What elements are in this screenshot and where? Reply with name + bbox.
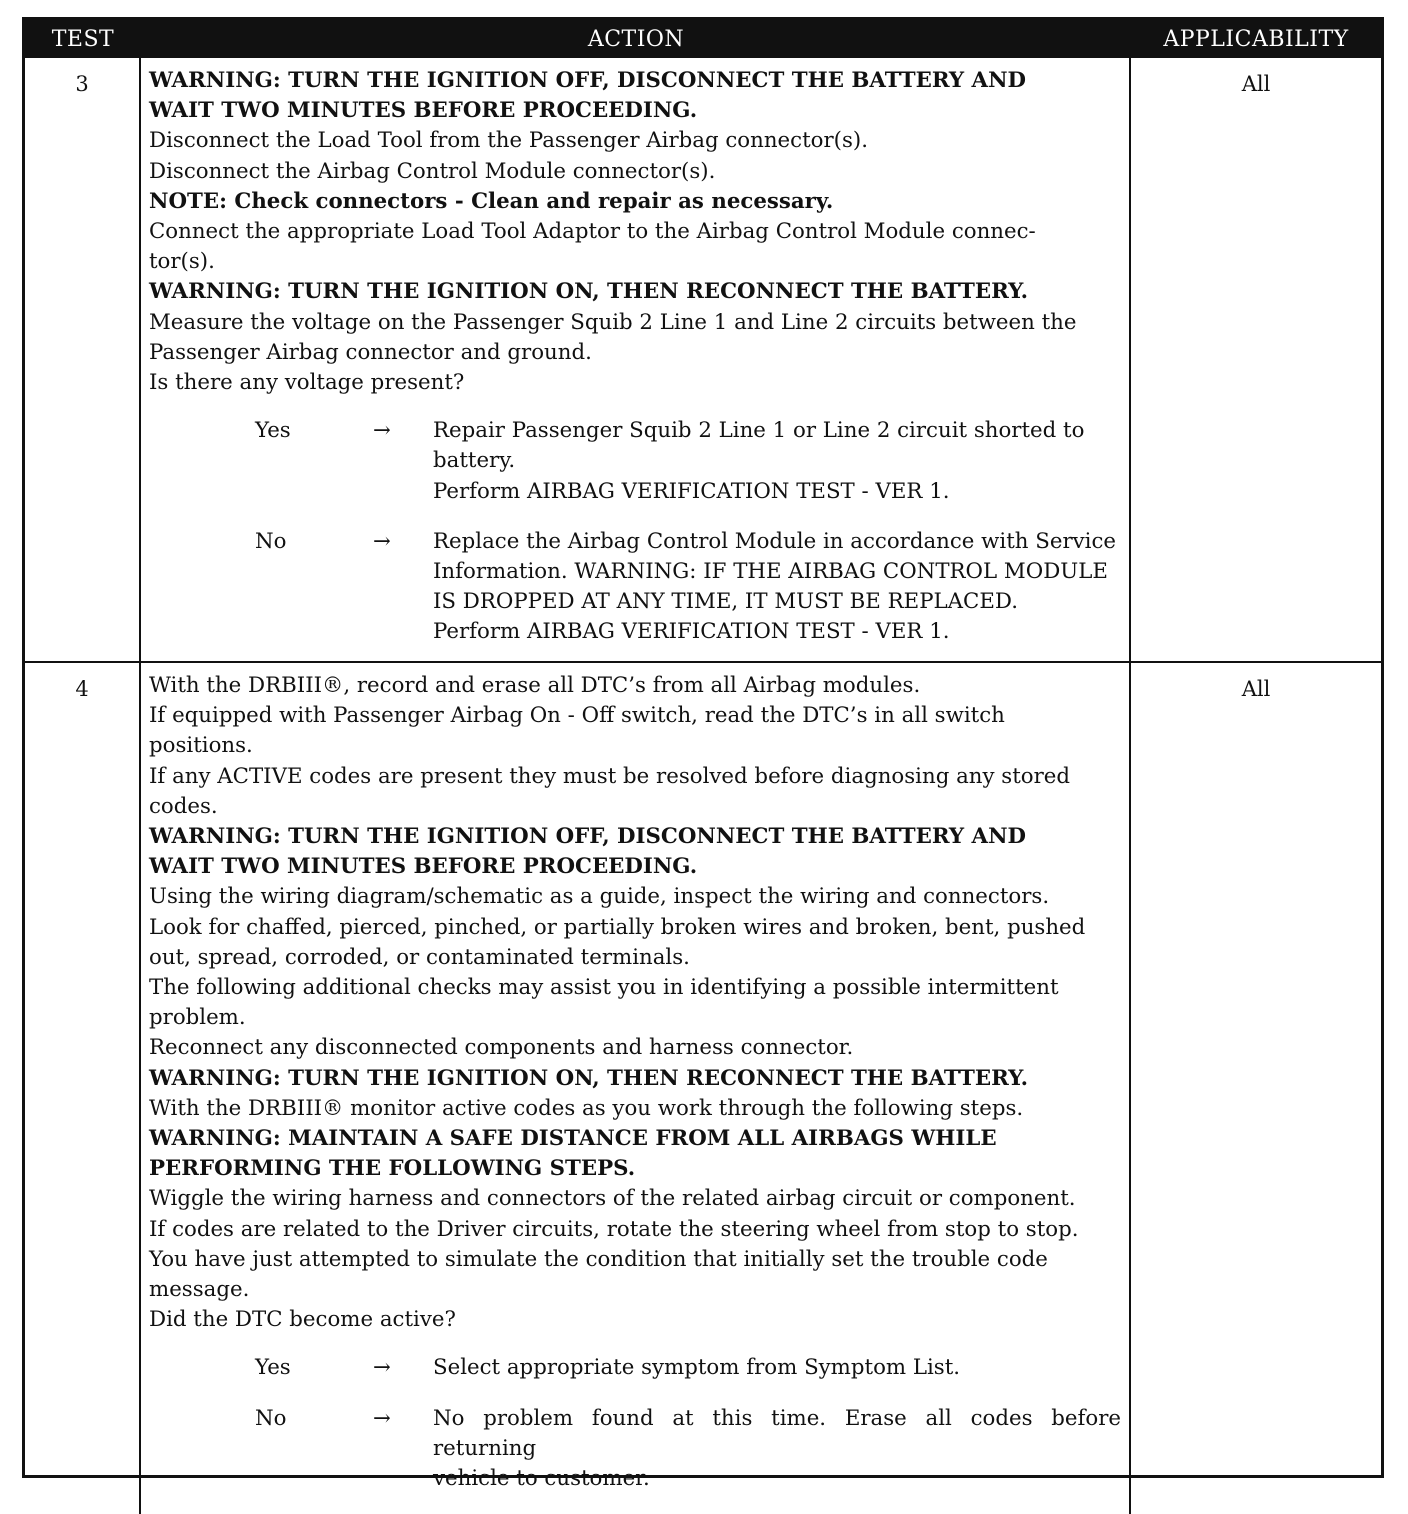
instruction-line: If codes are related to the Driver circuits, rotate the steering wheel from stop to stop. xyxy=(149,1216,1079,1242)
instruction-line: problem. xyxy=(149,1005,246,1031)
instruction-line: If any ACTIVE codes are present they must be resolved before diagnosing any stored xyxy=(149,763,1071,789)
instruction-line: Is there any voltage present? xyxy=(149,370,465,396)
header-test: TEST xyxy=(51,26,115,52)
spacer xyxy=(149,1335,1121,1353)
warning-line: WARNING: TURN THE IGNITION OFF, DISCONNECT THE BATTERY AND xyxy=(149,824,1027,850)
answer-body xyxy=(433,1353,1121,1383)
action-cell xyxy=(141,663,1131,1514)
applicability-cell: All xyxy=(1241,677,1271,701)
answer-body xyxy=(433,527,1121,648)
instruction-line: The following additional checks may assist you in identifying a possible intermittent xyxy=(149,975,1059,1001)
answer-body xyxy=(433,416,1121,507)
answer-line: Perform AIRBAG VERIFICATION TEST - VER 1. xyxy=(433,619,950,645)
instruction-line: message. xyxy=(149,1277,250,1303)
warning-line: NOTE: Check connectors - Clean and repair as necessary. xyxy=(149,188,834,214)
warning-line: WARNING: TURN THE IGNITION ON, THEN RECONNECT THE BATTERY. xyxy=(149,279,1029,305)
instruction-line: positions. xyxy=(149,733,253,759)
answer-line: IS DROPPED AT ANY TIME, IT MUST BE REPLACED. xyxy=(433,589,1018,615)
answer-line: No problem found at this time. Erase all codes before returning xyxy=(433,1405,1121,1461)
instruction-line: Measure the voltage on the Passenger Squib 2 Line 1 and Line 2 circuits between the xyxy=(149,309,1077,335)
instruction-line: With the DRBIII®, record and erase all DTC’s from all Airbag modules. xyxy=(149,673,921,698)
warning-line: PERFORMING THE FOLLOWING STEPS. xyxy=(149,1156,636,1182)
instruction-line: Connect the appropriate Load Tool Adaptor to the Airbag Control Module connec- xyxy=(149,219,1036,245)
test-row-3 xyxy=(25,58,1381,661)
instruction-line: Did the DTC become active? xyxy=(149,1307,456,1333)
answer-label: No xyxy=(255,1405,287,1431)
spacer xyxy=(149,398,1121,416)
instruction-line: With the DRBIII® monitor active codes as you work through the following steps. xyxy=(149,1095,1024,1121)
warning-line: WAIT TWO MINUTES BEFORE PROCEEDING. xyxy=(149,98,698,124)
test-row-4 xyxy=(25,661,1381,1514)
answer-label: Yes xyxy=(255,418,291,444)
instruction-line: codes. xyxy=(149,793,218,819)
instruction-line: Disconnect the Airbag Control Module connector(s). xyxy=(149,158,716,184)
instruction-line: Disconnect the Load Tool from the Passenger Airbag connector(s). xyxy=(149,128,868,154)
instruction-line: If equipped with Passenger Airbag On - Off switch, read the DTC’s in all switch xyxy=(149,703,1005,729)
answer-line: battery. xyxy=(433,448,516,474)
instruction-line: Wiggle the wiring harness and connectors of the related airbag circuit or component. xyxy=(149,1186,1076,1212)
answer-line: Select appropriate symptom from Symptom List. xyxy=(433,1355,961,1381)
warning-line: WARNING: TURN THE IGNITION OFF, DISCONNECT THE BATTERY AND xyxy=(149,68,1027,93)
instruction-line: You have just attempted to simulate the condition that initially set the trouble code xyxy=(149,1246,1048,1272)
answer-no xyxy=(149,1404,1121,1495)
arrow-icon: → xyxy=(373,1405,391,1431)
instruction-line: tor(s). xyxy=(149,249,215,275)
answer-yes xyxy=(149,416,1121,507)
answer-line: Repair Passenger Squib 2 Line 1 or Line 2 circuit shorted to xyxy=(433,418,1085,444)
applicability-cell: All xyxy=(1241,72,1271,96)
diagnostic-table xyxy=(22,17,1384,1492)
instruction-line: Look for chaffed, pierced, pinched, or partially broken wires and broken, bent, pushed xyxy=(149,914,1086,940)
answer-no xyxy=(149,527,1121,648)
table-header xyxy=(25,20,1381,58)
warning-line: WARNING: MAINTAIN A SAFE DISTANCE FROM ALL AIRBAGS WHILE xyxy=(149,1126,997,1152)
answer-line: Perform AIRBAG VERIFICATION TEST - VER 1. xyxy=(433,478,950,504)
instruction-line: Reconnect any disconnected components and harness connector. xyxy=(149,1035,854,1061)
warning-line: WAIT TWO MINUTES BEFORE PROCEEDING. xyxy=(149,854,698,880)
answer-body xyxy=(433,1404,1121,1495)
warning-line: WARNING: TURN THE IGNITION ON, THEN RECONNECT THE BATTERY. xyxy=(149,1065,1029,1091)
answer-label: No xyxy=(255,528,287,554)
answer-yes xyxy=(149,1353,1121,1383)
arrow-icon: → xyxy=(373,1355,391,1381)
arrow-icon: → xyxy=(373,418,391,444)
arrow-icon: → xyxy=(373,528,391,554)
header-action: ACTION xyxy=(587,26,685,52)
answer-line: Replace the Airbag Control Module in accordance with Service xyxy=(433,528,1116,554)
answer-label: Yes xyxy=(255,1355,291,1381)
test-number: 4 xyxy=(25,663,141,1514)
answer-line: Information. WARNING: IF THE AIRBAG CONTROL MODULE xyxy=(433,559,1108,585)
header-applicability: APPLICABILITY xyxy=(1163,26,1349,52)
instruction-line: Passenger Airbag connector and ground. xyxy=(149,339,592,365)
test-number: 3 xyxy=(25,58,141,661)
instruction-line: out, spread, corroded, or contaminated terminals. xyxy=(149,944,690,970)
answer-line: vehicle to customer. xyxy=(433,1466,650,1492)
action-cell xyxy=(141,58,1131,661)
instruction-line: Using the wiring diagram/schematic as a guide, inspect the wiring and connectors. xyxy=(149,884,1050,910)
